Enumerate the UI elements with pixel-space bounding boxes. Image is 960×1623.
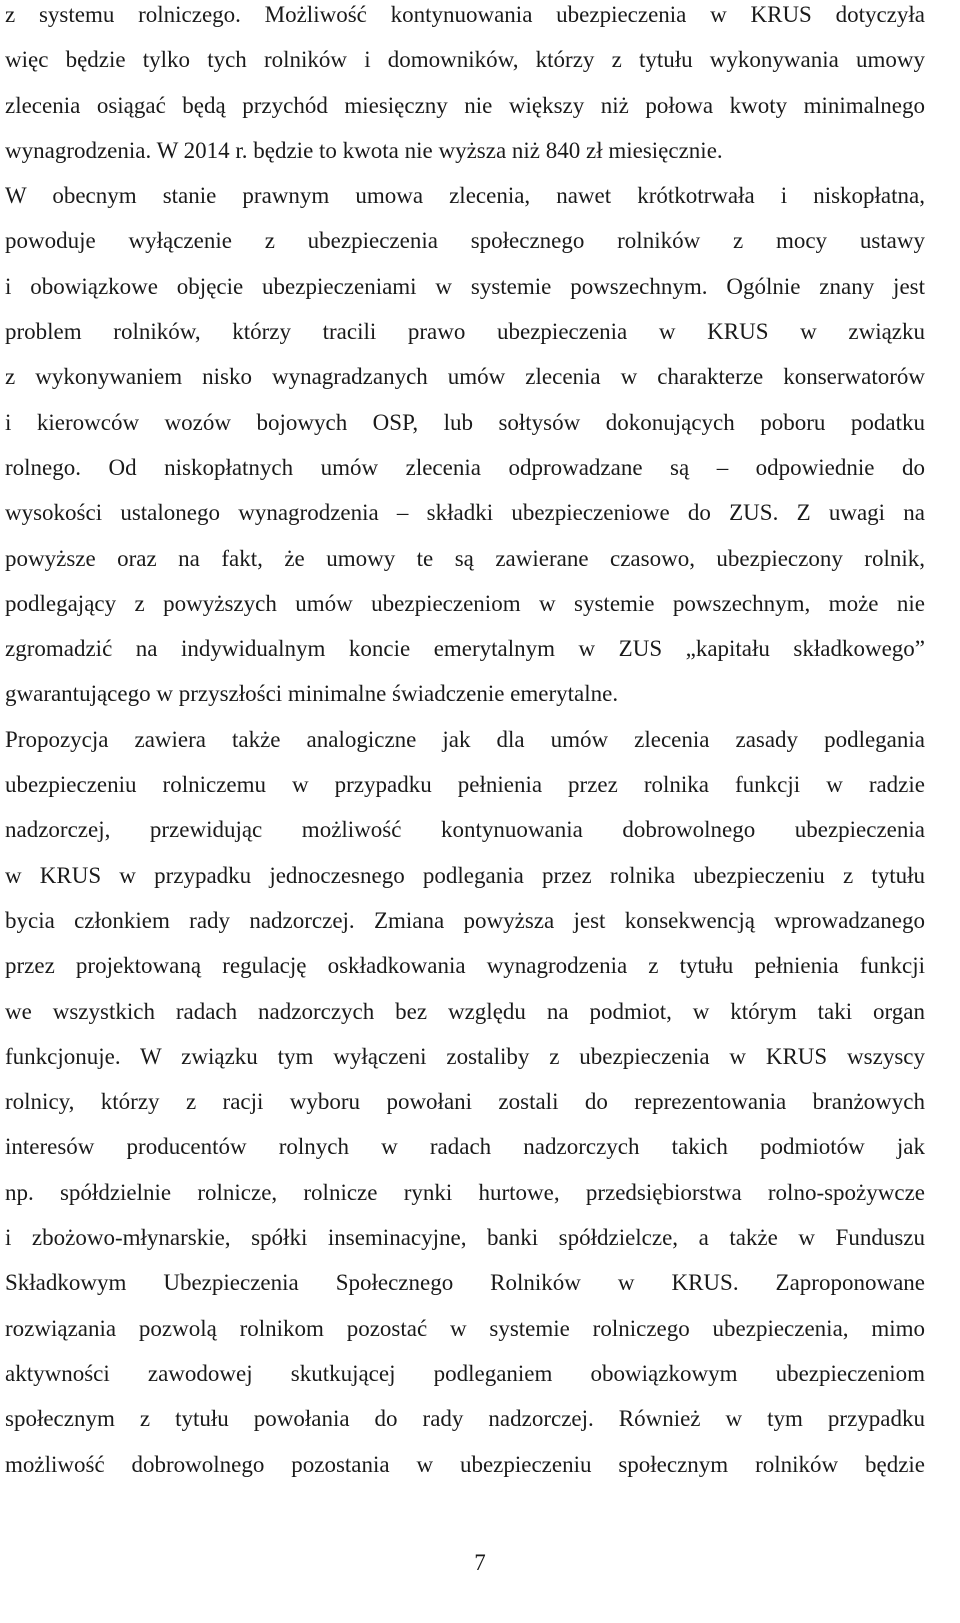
text-line: podlegający z powyższych umów ubezpieczeniom w systemie powszechnym, może nie — [5, 590, 925, 616]
page-number: 7 — [474, 1550, 486, 1575]
text-line: funkcjonuje. W związku tym wyłączeni zostaliby z ubezpieczenia w KRUS wszyscy — [5, 1043, 925, 1069]
body-text — [5, 0, 925, 1495]
text-line: z wykonywaniem nisko wynagradzanych umów zlecenia w charakterze konserwatorów — [5, 364, 925, 390]
text-line: rolnego. Od niskopłatnych umów zlecenia odprowadzane są – odpowiednie do — [5, 454, 925, 480]
text-line: i zbożowo-młynarskie, spółki inseminacyjne, banki spółdzielcze, a także w Funduszu — [5, 1225, 925, 1251]
text-line: i kierowców wozów bojowych OSP, lub sołtysów dokonujących poboru podatku — [5, 409, 925, 435]
text-line: problem rolników, którzy tracili prawo ubezpieczenia w KRUS w związku — [5, 319, 925, 345]
text-line: wynagrodzenia. W 2014 r. będzie to kwota nie wyższa niż 840 zł miesięcznie. — [5, 137, 723, 163]
text-line: gwarantującego w przyszłości minimalne świadczenie emerytalne. — [5, 681, 619, 707]
text-line: wysokości ustalonego wynagrodzenia – składki ubezpieczeniowe do ZUS. Z uwagi na — [5, 500, 925, 526]
text-line: zlecenia osiągać będą przychód miesięczny nie większy niż połowa kwoty minimalnego — [5, 92, 925, 118]
text-line: W obecnym stanie prawnym umowa zlecenia, nawet krótkotrwała i niskopłatna, — [5, 183, 925, 209]
text-line: Składkowym Ubezpieczenia Społecznego Rolników w KRUS. Zaproponowane — [5, 1270, 925, 1296]
text-line: aktywności zawodowej skutkującej podleganiem obowiązkowym ubezpieczeniom — [5, 1360, 925, 1386]
text-line: zgromadzić na indywidualnym koncie emerytalnym w ZUS „kapitału składkowego” — [5, 636, 925, 662]
text-line: nadzorczej, przewidując możliwość kontynuowania dobrowolnego ubezpieczenia — [5, 817, 925, 843]
text-line: powoduje wyłączenie z ubezpieczenia społecznego rolników z mocy ustawy — [5, 228, 925, 254]
text-line: we wszystkich radach nadzorczych bez względu na podmiot, w którym taki organ — [5, 998, 925, 1024]
text-line: rozwiązania pozwolą rolnikom pozostać w systemie rolniczego ubezpieczenia, mimo — [5, 1315, 925, 1341]
text-line: społecznym z tytułu powołania do rady nadzorczej. Również w tym przypadku — [5, 1406, 925, 1432]
text-line: z systemu rolniczego. Możliwość kontynuowania ubezpieczenia w KRUS dotyczyła — [5, 2, 925, 27]
text-line: powyższe oraz na fakt, że umowy te są zawierane czasowo, ubezpieczony rolnik, — [5, 545, 925, 571]
text-line: ubezpieczeniu rolniczemu w przypadku pełnienia przez rolnika funkcji w radzie — [5, 772, 925, 798]
text-line: interesów producentów rolnych w radach nadzorczych takich podmiotów jak — [5, 1134, 925, 1160]
text-line: Propozycja zawiera także analogiczne jak dla umów zlecenia zasady podlegania — [5, 726, 925, 752]
text-line: np. spółdzielnie rolnicze, rolnicze rynki hurtowe, przedsiębiorstwa rolno-spożywcze — [5, 1179, 925, 1205]
text-line: przez projektowaną regulację oskładkowania wynagrodzenia z tytułu pełnienia funkcji — [5, 953, 925, 979]
text-line: możliwość dobrowolnego pozostania w ubezpieczeniu społecznym rolników będzie — [5, 1451, 925, 1477]
text-line: bycia członkiem rady nadzorczej. Zmiana powyższa jest konsekwencją wprowadzanego — [5, 907, 925, 933]
text-line: w KRUS w przypadku jednoczesnego podlegania przez rolnika ubezpieczeniu z tytułu — [5, 862, 925, 888]
text-line: i obowiązkowe objęcie ubezpieczeniami w systemie powszechnym. Ogólnie znany jest — [5, 273, 925, 299]
text-line: więc będzie tylko tych rolników i domowników, którzy z tytułu wykonywania umowy — [5, 47, 925, 73]
text-line: rolnicy, którzy z racji wyboru powołani zostali do reprezentowania branżowych — [5, 1089, 925, 1115]
